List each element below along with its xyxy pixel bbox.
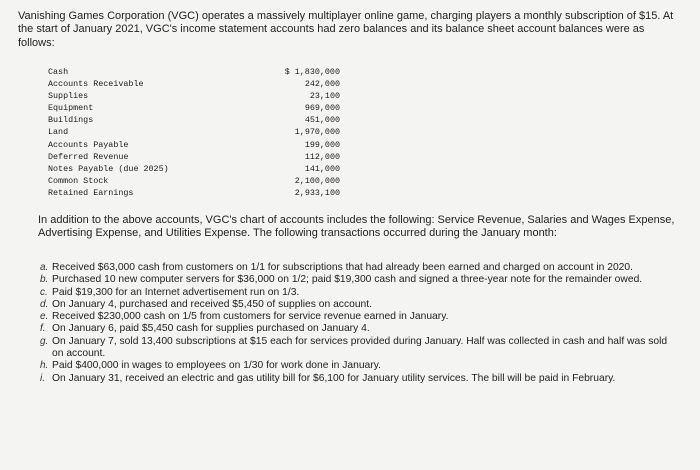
account-name: Deferred Revenue [48,151,129,162]
account-name: Accounts Payable [48,139,129,150]
balance-sheet-accounts [48,66,340,199]
account-amount: 969,000 [304,103,340,114]
balance-row [48,163,340,175]
transaction-letter: c. [40,286,48,298]
list-item [40,274,670,286]
transaction-letter: d. [40,298,49,310]
balance-row [48,175,340,187]
account-amount: 2,933,100 [294,187,340,198]
account-amount: 242,000 [304,79,340,90]
transaction-text: Paid $19,300 for an Internet advertisement run on 1/3. [52,286,300,298]
list-item [40,262,670,274]
list-item [40,360,670,372]
list-item [40,323,670,335]
transaction-text: Received $230,000 cash on 1/5 from customers for service revenue earned in January. [52,311,449,323]
list-item [40,373,670,385]
transaction-letter: b. [40,274,49,286]
transaction-letter: i. [40,372,45,384]
account-amount: 2,100,000 [294,175,340,186]
balance-row [48,126,340,138]
transaction-text: Purchased 10 new computer servers for $36,000 on 1/2; paid $19,300 cash and signed a three-year note for the remainder owed. [52,274,643,286]
account-name: Notes Payable (due 2025) [48,163,169,174]
account-amount: 141,000 [304,163,340,174]
list-item [40,299,670,311]
account-name: Common Stock [48,175,109,186]
transaction-list [40,262,670,385]
transaction-letter: f. [40,323,46,335]
account-amount: $ 1,830,000 [284,67,340,77]
list-item [40,287,670,299]
transaction-text: On January 6, paid $5,450 cash for supplies purchased on January 4. [52,323,370,335]
account-amount: 23,100 [309,91,340,102]
account-amount: 199,000 [304,139,340,150]
transaction-text: On January 7, sold 13,400 subscriptions at $15 each for services provided during January. Half was collected in cash and half was sold on account. [52,335,668,360]
account-name: Retained Earnings [48,187,134,198]
transaction-letter: h. [40,360,49,372]
account-amount: 1,970,000 [294,127,340,138]
transaction-letter: a. [40,262,49,273]
transaction-letter: e. [40,311,49,323]
balance-row [48,151,340,163]
intro-paragraph: Vanishing Games Corporation (VGC) operates a massively multiplayer online game, charging players a monthly subscription of $15. At the start of January 2021, VGC's income statement accounts had zero balances and its balance sheet account balances were as follows: [18,10,674,49]
list-item [40,311,670,323]
transaction-text: On January 4, purchased and received $5,450 of supplies on account. [52,298,372,310]
balance-row [48,90,340,102]
account-amount: 112,000 [304,151,340,162]
balance-row [48,114,340,126]
account-amount: 451,000 [304,115,340,126]
balance-row [48,102,340,114]
account-name: Land [48,127,69,138]
transaction-text: Paid $400,000 in wages to employees on 1/30 for work done in January. [52,360,381,372]
balance-row [48,187,340,199]
list-item [40,336,670,361]
transaction-letter: g. [40,335,49,347]
account-name: Buildings [48,115,94,126]
balance-row [48,139,340,151]
account-name: Equipment [48,103,94,114]
account-name: Supplies [48,91,89,102]
balance-row [48,78,340,90]
transaction-text: On January 31, received an electric and gas utility bill for $6,100 for January utility services. The bill will be paid in February. [52,372,616,384]
account-name: Accounts Receivable [48,79,144,90]
chart-of-accounts-paragraph: In addition to the above accounts, VGC's chart of accounts includes the following: Service Revenue, Salaries and Wages Expense, Advertising Expense, and Utilities Expense. The following transactions occurred during the January month: [38,214,675,240]
balance-row [48,66,340,78]
transaction-text: Received $63,000 cash from customers on 1/1 for subscriptions that had already been earned and charged on account in 2020. [52,262,633,273]
account-name: Cash [48,67,69,77]
